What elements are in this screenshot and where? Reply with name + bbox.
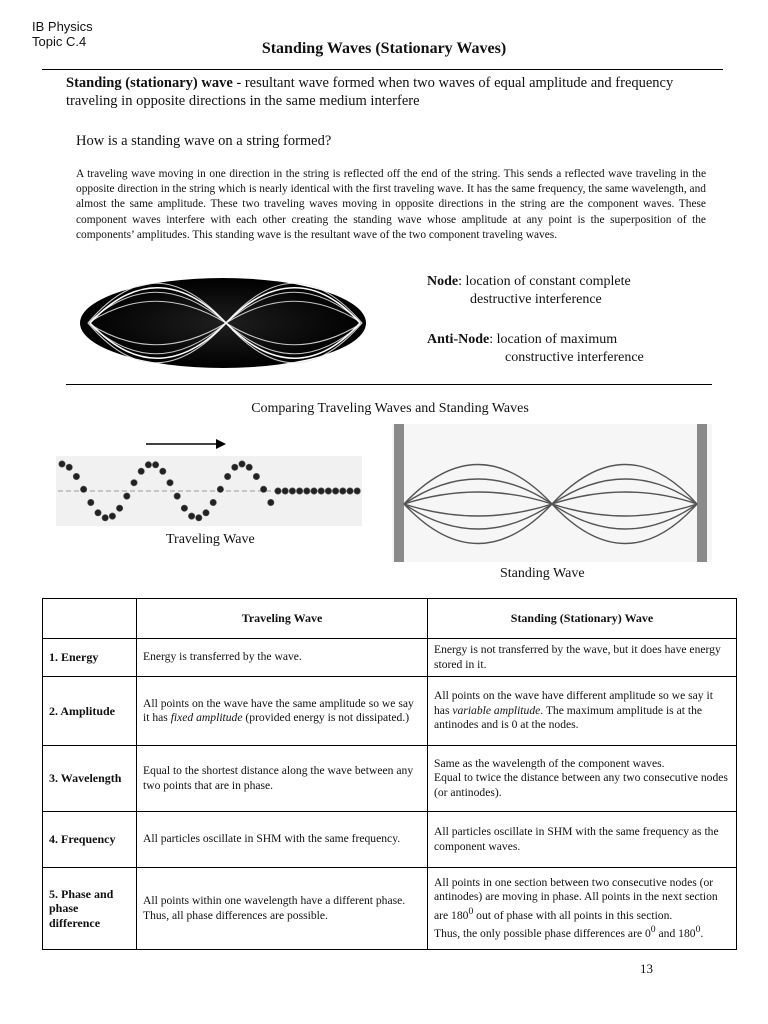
- wave-particle: [282, 488, 288, 494]
- wave-particle: [260, 486, 266, 492]
- row-label-wavelength: 3. Wavelength: [43, 746, 137, 812]
- cell-standing-phase: All points in one section between two consecutive nodes (or antinodes) are moving in phase. All points in the next section are $180^0$ out of phase with all points in this section. Thus, the only possible phase differences are $0^0$ and $180^0$.: [428, 868, 737, 950]
- wave-particle: [325, 488, 331, 494]
- antinode-definition: [427, 331, 644, 349]
- wave-particle: [239, 461, 245, 467]
- wave-particle: [188, 513, 194, 519]
- wave-particle: [340, 488, 346, 494]
- antinode-term: Anti-Node: [427, 332, 490, 347]
- cell-standing-amplitude: All points on the wave have different amplitude so we say it has variable amplitude. The maximum amplitude is at the antinodes and is 0 at the nodes.: [428, 677, 737, 746]
- wave-particle: [181, 505, 187, 511]
- wave-particle: [217, 486, 223, 492]
- wave-particle: [210, 499, 216, 505]
- row-label-phase: 5. Phase and phase difference: [43, 868, 137, 950]
- table-row: [43, 812, 737, 868]
- wave-particle: [167, 480, 173, 486]
- explanation-paragraph: A traveling wave moving in one direction in the string is reflected off the end of the string. This sends a reflected wave traveling in the opposite direction in the string which is nearly identical with the first traveling wave. It has the same frequency, the same wavelength, and almost the same amplitude. These two traveling waves moving in opposite directions in the string are the component waves. These component waves interfere with each other creating the standing wave whose amplitude at any point is the superposition of the components’ amplitudes. This standing wave is the resultant wave of the two component traveling waves.: [76, 168, 706, 241]
- cell-standing-energy: Energy is not transferred by the wave, but it does have energy stored in it.: [428, 639, 737, 677]
- row-label-energy: 1. Energy: [43, 639, 137, 677]
- wave-particle: [59, 461, 65, 467]
- comparison-heading: Comparing Traveling Waves and Standing Waves: [251, 401, 529, 416]
- row-label-frequency: 4. Frequency: [43, 812, 137, 868]
- wave-particle: [196, 515, 202, 521]
- wave-particle: [66, 464, 72, 470]
- node-text-continued: destructive interference: [470, 292, 602, 307]
- definition-term: Standing (stationary) wave: [66, 75, 233, 91]
- table-header-traveling: Traveling Wave: [137, 599, 428, 639]
- wave-particle: [203, 510, 209, 516]
- standing-wave-diagram: [392, 424, 712, 562]
- wave-particle: [304, 488, 310, 494]
- antinode-text-continued: constructive interference: [505, 350, 644, 365]
- table-header-empty: [43, 599, 137, 639]
- node-text: : location of constant complete: [458, 274, 631, 289]
- page-number: 13: [640, 961, 653, 976]
- antinode-text: : location of maximum: [489, 332, 618, 347]
- wave-particle: [88, 499, 94, 505]
- wave-particle: [253, 473, 259, 479]
- table-row: [43, 639, 737, 677]
- wave-particle: [332, 488, 338, 494]
- wave-particle: [73, 473, 79, 479]
- cell-traveling-phase: All points within one wavelength have a different phase. Thus, all phase differences are possible.: [137, 868, 428, 950]
- table-row: [43, 868, 737, 950]
- table-row: [43, 746, 737, 812]
- page-title: Standing Waves (Stationary Waves): [261, 40, 507, 57]
- cell-traveling-wavelength: Equal to the shortest distance along the wave between any two points that are in phase.: [137, 746, 428, 812]
- wave-particle: [318, 488, 324, 494]
- table-row: [43, 677, 737, 746]
- wave-particle: [145, 462, 151, 468]
- table-header-standing: Standing (Stationary) Wave: [428, 599, 737, 639]
- table-header-row: [43, 599, 737, 639]
- cell-standing-wavelength: Same as the wavelength of the component waves. Equal to twice the distance between any two consecutive nodes (or antinodes).: [428, 746, 737, 812]
- wave-particle: [124, 493, 130, 499]
- wave-particle: [224, 473, 230, 479]
- node-definition: [427, 273, 644, 291]
- standing-wave-caption: Standing Wave: [500, 566, 585, 581]
- cell-traveling-amplitude: All points on the wave have the same amplitude so we say it has fixed amplitude (provided energy is not dissipated.): [137, 677, 428, 746]
- wave-particle: [246, 464, 252, 470]
- course-name: IB Physics: [32, 19, 93, 34]
- wave-particle: [289, 488, 295, 494]
- wave-particle: [160, 468, 166, 474]
- wave-particle: [354, 488, 360, 494]
- wave-particle: [95, 510, 101, 516]
- wave-particle: [116, 505, 122, 511]
- traveling-wave-caption: Traveling Wave: [166, 532, 255, 547]
- cell-traveling-energy: Energy is transferred by the wave.: [137, 639, 428, 677]
- direction-arrow-icon: [146, 439, 226, 449]
- wave-particle: [275, 488, 281, 494]
- wave-particle: [152, 462, 158, 468]
- cell-standing-frequency: All particles oscillate in SHM with the same frequency as the component waves.: [428, 812, 737, 868]
- wave-particle: [138, 468, 144, 474]
- definition-text: - resultant wave formed when two waves of equal amplitude and frequency traveling in opposite directions in the same medium interfere: [66, 75, 674, 109]
- wave-particle: [131, 480, 137, 486]
- topic-label: Topic C.4: [32, 34, 87, 49]
- section-divider: [66, 384, 712, 385]
- wave-particle: [174, 493, 180, 499]
- wave-particle: [109, 513, 115, 519]
- wave-particle: [268, 499, 274, 505]
- wave-particle: [232, 464, 238, 470]
- traveling-wave-diagram: [56, 434, 362, 526]
- wave-particle: [80, 486, 86, 492]
- comparison-table: [42, 598, 737, 950]
- wave-particle: [296, 488, 302, 494]
- standing-wave-photo: [78, 276, 368, 370]
- wave-particle: [347, 488, 353, 494]
- node-term: Node: [427, 274, 459, 289]
- node-definitions: [427, 273, 644, 367]
- question: How is a standing wave on a string formed?: [76, 133, 332, 149]
- cell-traveling-frequency: All particles oscillate in SHM with the same frequency.: [137, 812, 428, 868]
- wave-particle: [102, 515, 108, 521]
- definition: [66, 74, 716, 110]
- row-label-amplitude: 2. Amplitude: [43, 677, 137, 746]
- header-divider: [42, 69, 723, 70]
- wave-particle: [311, 488, 317, 494]
